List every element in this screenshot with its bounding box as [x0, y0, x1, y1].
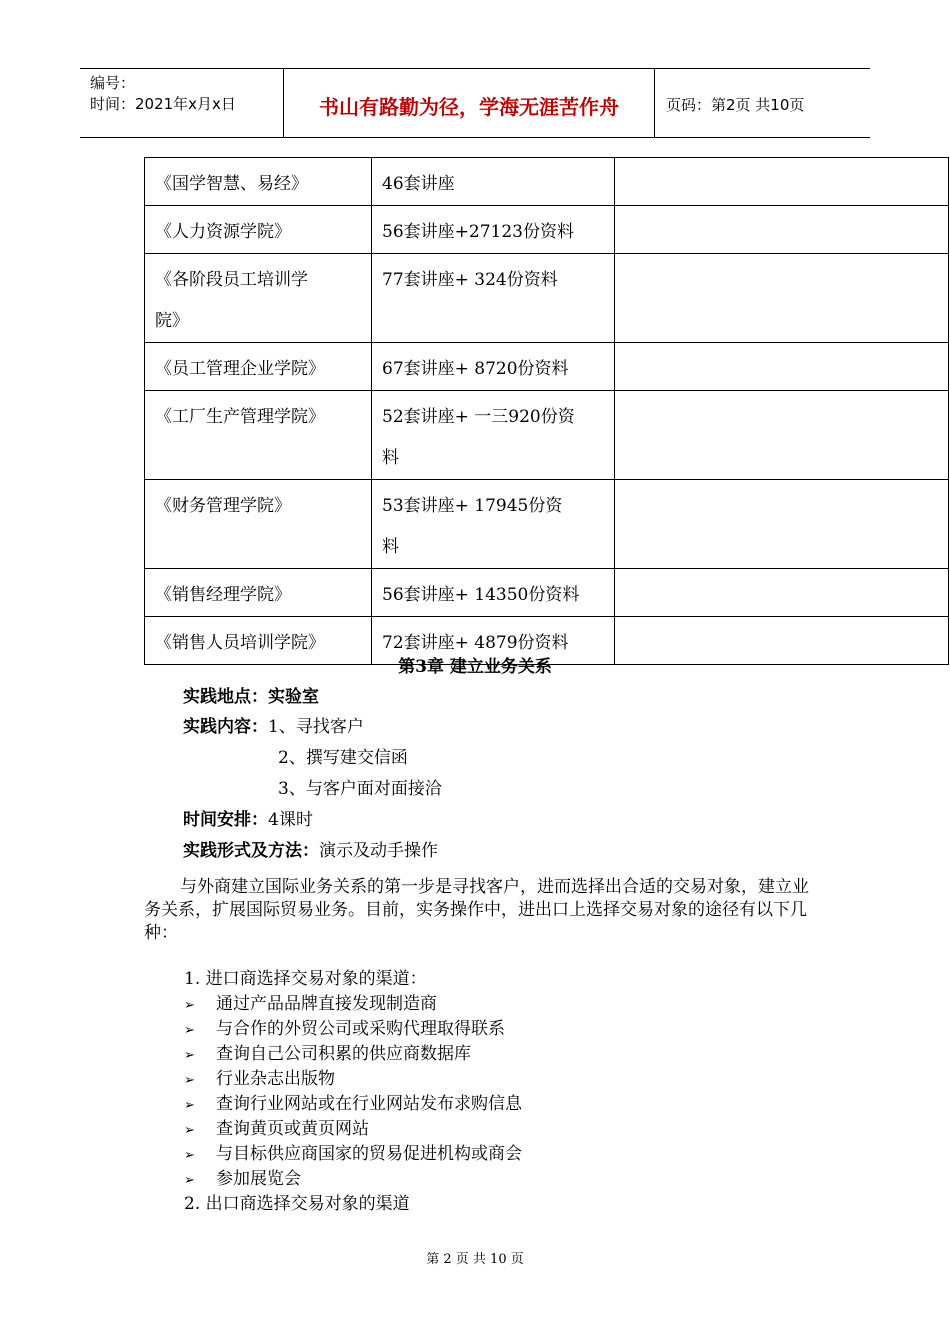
content-item: 1、寻找客户: [268, 717, 364, 737]
course-name-cell-line: 《员工管理企业学院》: [155, 359, 325, 379]
arrow-bullet-icon: ➢: [184, 1098, 195, 1113]
course-name-cell: [145, 391, 372, 480]
arrow-bullet-icon: ➢: [184, 1173, 195, 1188]
arrow-bullet-icon: ➢: [184, 998, 195, 1013]
time-value: 4课时: [268, 810, 313, 830]
table-row: [145, 158, 949, 206]
page-header: [80, 68, 870, 138]
table-row: [145, 569, 949, 617]
method-line: [183, 836, 438, 861]
arrow-bullet-icon: ➢: [184, 1148, 195, 1163]
course-name-cell: [145, 206, 372, 254]
list-item-text: 与合作的外贸公司或采购代理取得联系: [216, 1019, 505, 1039]
location-line: [183, 682, 319, 707]
course-name-cell-line: 《人力资源学院》: [155, 222, 291, 242]
course-name-cell-line: 院》: [155, 311, 189, 331]
list-item: [184, 1039, 471, 1064]
course-content-cell: [372, 254, 615, 343]
section-heading: 2. 出口商选择交易对象的渠道: [184, 1194, 410, 1214]
content-label: 实践内容：: [183, 717, 268, 737]
course-content-cell: [372, 569, 615, 617]
course-table: [144, 157, 949, 665]
course-content-cell-line: 77套讲座+ 324份资料: [382, 270, 558, 290]
time-label: 时间安排：: [183, 810, 268, 830]
course-content-cell-line: 72套讲座+ 4879份资料: [382, 633, 569, 653]
course-extra-cell: [615, 569, 949, 617]
course-extra-cell: [615, 391, 949, 480]
method-value: 演示及动手操作: [319, 841, 438, 861]
course-content-cell-line: 52套讲座+ 一三920份资: [382, 407, 575, 427]
course-extra-cell: [615, 254, 949, 343]
course-name-cell: [145, 343, 372, 391]
time-line: [183, 805, 313, 830]
arrow-bullet-icon: ➢: [184, 1023, 195, 1038]
course-content-cell-line: 56套讲座+27123份资料: [382, 222, 574, 242]
section-heading: 1. 进口商选择交易对象的渠道：: [184, 969, 427, 989]
table-row: [145, 343, 949, 391]
content-line: [183, 712, 364, 737]
time-label: 时间：2021年x月x日: [90, 95, 236, 113]
list-item: [184, 989, 437, 1014]
list-item-text: 与目标供应商国家的贸易促进机构或商会: [216, 1144, 522, 1164]
list-item: [184, 1164, 301, 1189]
intro-paragraph: 与外商建立国际业务关系的第一步是寻找客户，进而选择出合适的交易对象，建立业务关系，扩展国际贸易业务。目前，实务操作中，进出口上选择交易对象的途径有以下几种：: [144, 877, 809, 943]
course-content-cell: [372, 158, 615, 206]
course-content-cell: [372, 206, 615, 254]
course-content-cell: [372, 480, 615, 569]
course-name-cell-line: 《财务管理学院》: [155, 496, 291, 516]
method-label: 实践形式及方法：: [183, 841, 319, 861]
course-name-cell-line: 《销售经理学院》: [155, 585, 291, 605]
course-name-cell-line: 《工厂生产管理学院》: [155, 407, 325, 427]
table-row: [145, 391, 949, 480]
table-row: [145, 254, 949, 343]
header-meta: [90, 73, 236, 115]
chapter-title: 第3章 建立业务关系: [398, 657, 552, 677]
course-content-cell-line: 料: [382, 448, 399, 468]
list-item: [184, 1014, 505, 1039]
list-item-text: 查询自己公司积累的供应商数据库: [216, 1044, 471, 1064]
course-extra-cell: [615, 206, 949, 254]
list-item-text: 查询行业网站或在行业网站发布求购信息: [216, 1094, 522, 1114]
course-extra-cell: [615, 480, 949, 569]
course-content-cell: [372, 343, 615, 391]
list-item-text: 参加展览会: [216, 1169, 301, 1189]
course-table-body: [145, 158, 949, 665]
list-item: [184, 1064, 335, 1089]
arrow-bullet-icon: ➢: [184, 1048, 195, 1063]
header-page-info: 页码：第2页 共10页: [666, 96, 805, 114]
content-item: 2、撰写建交信函: [278, 748, 408, 768]
course-name-cell: [145, 480, 372, 569]
course-content-cell-line: 56套讲座+ 14350份资料: [382, 585, 580, 605]
list-item: [184, 1114, 369, 1139]
course-name-cell: [145, 254, 372, 343]
arrow-bullet-icon: ➢: [184, 1073, 195, 1088]
course-extra-cell: [615, 158, 949, 206]
course-content-cell-line: 料: [382, 537, 399, 557]
course-content-cell: [372, 391, 615, 480]
arrow-bullet-icon: ➢: [184, 1123, 195, 1138]
list-item: [184, 1139, 522, 1164]
list-item-text: 查询黄页或黄页网站: [216, 1119, 369, 1139]
content-item: 3、与客户面对面接洽: [278, 779, 442, 799]
course-name-cell: [145, 158, 372, 206]
number-label: 编号：: [90, 74, 136, 92]
location-label: 实践地点：: [183, 687, 268, 707]
course-extra-cell: [615, 343, 949, 391]
page-footer: 第 2 页 共 10 页: [426, 1252, 524, 1267]
course-content-cell-line: 46套讲座: [382, 174, 455, 194]
list-item: [184, 1089, 522, 1114]
list-item-text: 行业杂志出版物: [216, 1069, 335, 1089]
course-content-cell-line: 53套讲座+ 17945份资: [382, 496, 563, 516]
course-name-cell: [145, 569, 372, 617]
course-name-cell-line: 《各阶段员工培训学: [155, 270, 308, 290]
header-motto: 书山有路勤为径，学海无涯苦作舟: [319, 95, 619, 119]
list-item-text: 通过产品品牌直接发现制造商: [216, 994, 437, 1014]
course-name-cell-line: 《销售人员培训学院》: [155, 633, 325, 653]
table-row: [145, 480, 949, 569]
header-divider: [654, 69, 655, 137]
location-value: 实验室: [268, 687, 319, 707]
course-name-cell-line: 《国学智慧、易经》: [155, 174, 308, 194]
course-content-cell-line: 67套讲座+ 8720份资料: [382, 359, 569, 379]
table-row: [145, 206, 949, 254]
